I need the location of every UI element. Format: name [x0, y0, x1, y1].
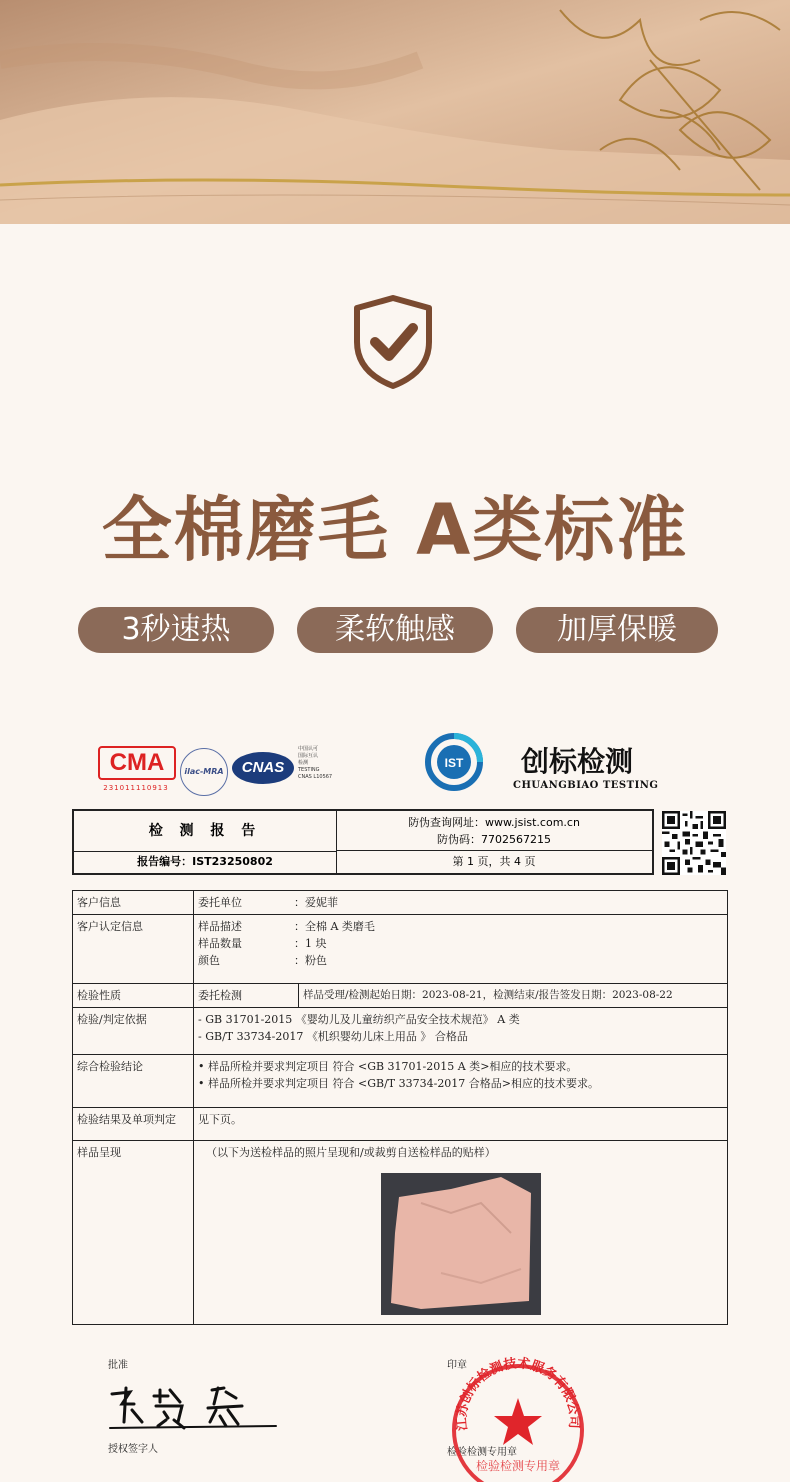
report-header: [72, 809, 654, 875]
page-indicator: 第 1 页，共 4 页: [452, 855, 536, 868]
svg-text:检验检测专用章: 检验检测专用章: [475, 1459, 561, 1473]
feature-pill: 柔软触感: [297, 607, 493, 653]
table-row: 样品呈现 （以下为送检样品的照片呈现和/或裁剪自送检样品的贴样）: [73, 1141, 728, 1325]
feature-pill: 加厚保暖: [516, 607, 718, 653]
report-table: [72, 890, 728, 1325]
report-title: 检 测 报 告: [74, 811, 337, 852]
shield-check-icon: [351, 294, 435, 390]
cma-logo: CMA 231011110913: [98, 746, 174, 790]
signer-label: 授权签字人: [108, 1444, 158, 1455]
ist-logo: [424, 732, 484, 792]
svg-text:江苏创标检测技术服务有限公司: 江苏创标检测技术服务有限公司: [454, 1356, 582, 1432]
verify-info: 防伪查询网址：www.jsist.com.cn 防伪码：7702567215: [336, 811, 652, 851]
table-row: 客户信息 委托单位 ：爱妮菲: [73, 891, 728, 915]
svg-text:IST: IST: [444, 756, 464, 770]
feature-pill: 3秒速热: [78, 607, 274, 653]
cnas-caption: 中国认可 国际互认 检测 TESTING CNAS L10567: [298, 746, 333, 780]
certification-logos: [0, 740, 790, 800]
qr-code-icon: [662, 811, 726, 875]
table-row: 综合检验结论 • 样品所检并要求判定项目 符合 <GB 31701-2015 A 类>相应的技术要求。 • 样品所检并要求判定项目 符合 <GB/T 33734-2017 合格品>相应的技术要求。: [73, 1055, 728, 1108]
approve-label: 批准: [108, 1360, 128, 1371]
brand-name: 创标检测: [521, 745, 634, 778]
company-seal: [446, 1352, 590, 1482]
ilac-mra-logo: ilac-MRA: [180, 748, 228, 796]
headline: 全棉磨毛 A类标准: [101, 489, 689, 571]
table-row: 检验结果及单项判定 见下页。: [73, 1108, 728, 1141]
seal-footer-label: 检验检测专用章: [447, 1447, 517, 1458]
table-row: 检验性质 委托检测 样品受理/检测起始日期：2023-08-21，检测结束/报告签发日期：2023-08-22: [73, 984, 728, 1008]
sample-photo: [381, 1173, 541, 1315]
seal-label: 印章: [447, 1360, 467, 1371]
bedding-illustration: [0, 0, 790, 224]
cma-number: 231011110913: [103, 784, 169, 792]
table-row: 客户认定信息 样品描述 ：全棉 A 类磨毛 样品数量 ：1 块 颜色 ：粉色: [73, 915, 728, 984]
brand-name-en: CHUANGBIAO TESTING: [513, 780, 659, 791]
cnas-logo: CNAS: [232, 752, 294, 784]
hero-image: [0, 0, 790, 224]
report-number: 报告编号：IST23250802: [74, 851, 337, 873]
handwritten-signature: [108, 1382, 278, 1432]
table-row: 检验/判定依据 - GB 31701-2015 《婴幼儿及儿童纺织产品安全技术规范》 A 类 - GB/T 33734-2017 《机织婴幼儿床上用品 》 合格品: [73, 1008, 728, 1055]
